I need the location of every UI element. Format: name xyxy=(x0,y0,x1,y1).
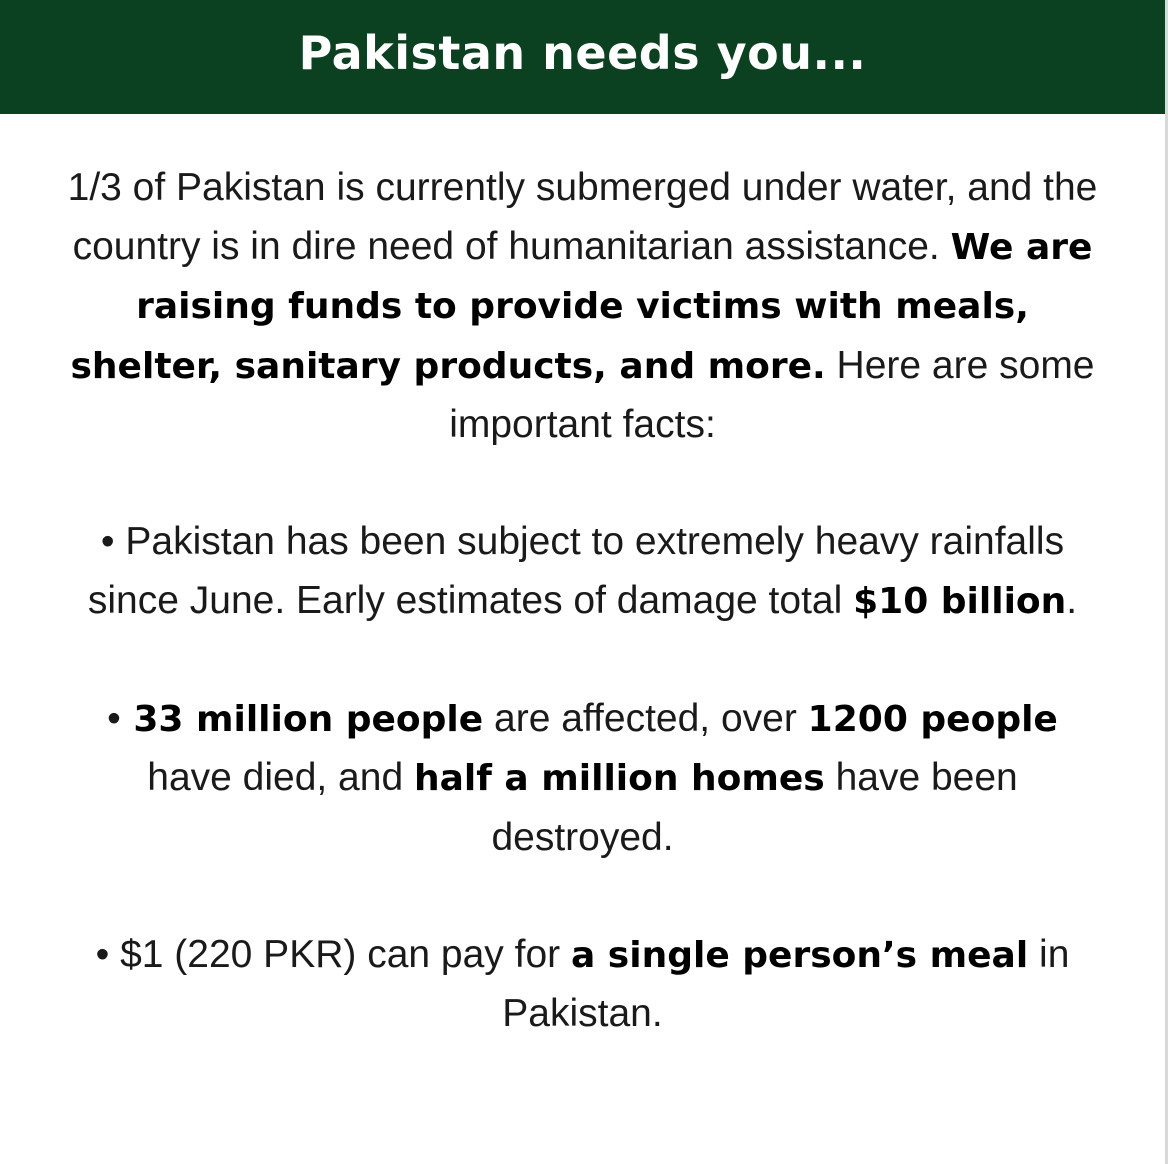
bullet-icon: • xyxy=(100,520,115,563)
spacer xyxy=(60,867,1105,926)
intro-text-1: 1/3 of Pakistan is currently submerged under water, and the country is in dire need of humanitarian assistance. xyxy=(67,166,1098,268)
fact-1-text-2: . xyxy=(1066,578,1078,622)
flyer-body xyxy=(60,159,1105,1044)
fact-2-bold-1: 33 million people xyxy=(120,698,484,740)
fact-2-bold-3: half a million homes xyxy=(413,758,825,799)
fact-3-bold-1: a single person’s meal xyxy=(570,934,1029,976)
fact-2-text-3: have been destroyed. xyxy=(491,756,1018,859)
intro-paragraph xyxy=(60,159,1105,455)
spacer xyxy=(60,455,1105,514)
intro-text-2: Here are some important facts: xyxy=(449,343,1095,446)
intro-bold-1: We are raising funds to provide victims with meals, shelter, sanitary products, and more. xyxy=(70,226,1093,387)
bullet-icon: • xyxy=(107,696,121,740)
fact-2-bold-2: 1200 people xyxy=(807,698,1058,740)
fact-2-text-2: have died, and xyxy=(147,756,414,799)
fact-item-affected xyxy=(60,690,1105,868)
fact-2-text-1: are affected, over xyxy=(483,696,808,740)
fact-item-damage xyxy=(60,513,1105,631)
fact-1-text-1: Pakistan has been subject to extremely heavy rainfalls since June. Early estimates of damage total xyxy=(87,520,1065,622)
fact-1-bold-1: $10 billion xyxy=(853,580,1067,622)
header-banner xyxy=(0,0,1165,114)
page-title: Pakistan needs you... xyxy=(298,26,867,80)
fact-item-meal xyxy=(60,926,1105,1044)
spacer xyxy=(60,631,1105,690)
fact-3-text-1: $1 (220 PKR) can pay for xyxy=(109,932,571,976)
bullet-icon: • xyxy=(95,932,110,976)
fact-3-text-2: in Pakistan. xyxy=(502,932,1070,1035)
